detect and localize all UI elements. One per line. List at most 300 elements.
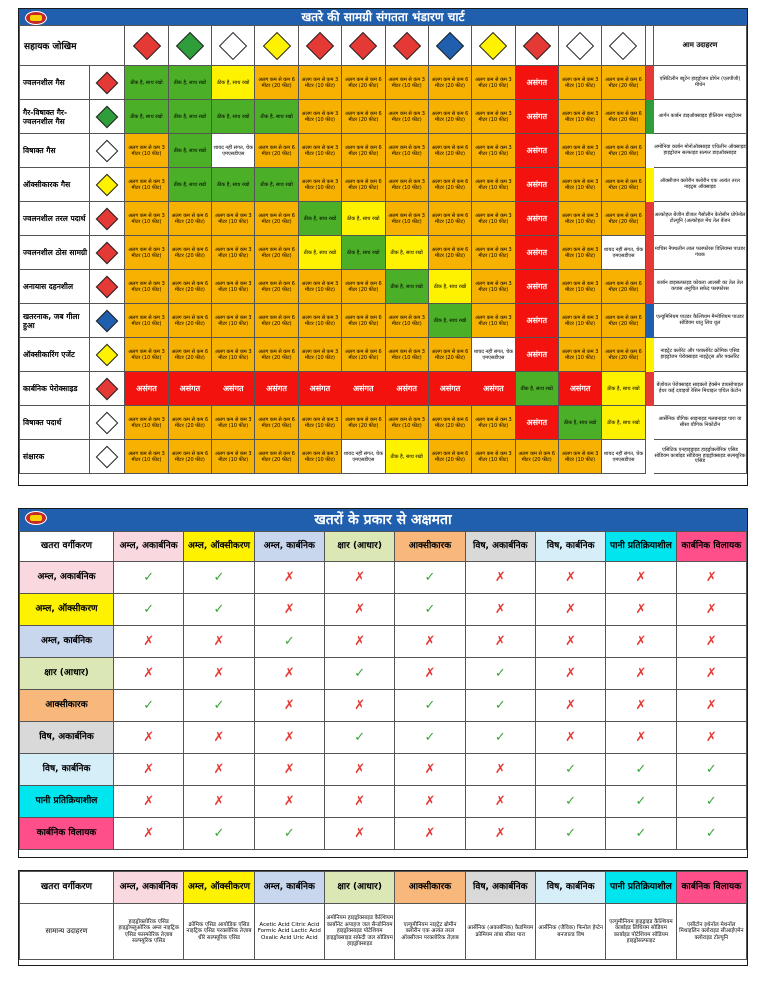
cross-icon: ✗ (606, 562, 676, 594)
hazard-diamond-icon (96, 411, 119, 434)
logo-icon (25, 11, 47, 25)
compatibility-table (19, 25, 747, 474)
hazard-diamond-icon (96, 445, 119, 468)
check-icon: ✓ (395, 722, 465, 754)
row-label: विष, अकार्बनिक (20, 722, 114, 754)
compat-cell: अलग कम से कम 6 मीटर (20 फीट) (255, 304, 298, 338)
cross-icon: ✗ (395, 818, 465, 850)
compat-row (20, 168, 747, 202)
hazard-diamond-icon (96, 309, 119, 332)
compat-cell: ठीक है, साथ रखो (168, 134, 211, 168)
hazard-row (20, 690, 747, 722)
row-arrow (645, 236, 653, 270)
check-icon: ✓ (114, 690, 184, 722)
hazard-diamond-icon (219, 31, 247, 59)
compat-cell: अलग कम से कम 6 मीटर (20 फीट) (428, 168, 471, 202)
check-icon: ✓ (676, 818, 746, 850)
example-cell: Acetic Acid Citric Acid Formic Acid Lactic Acid Oxalic Acid Uric Acid (254, 904, 324, 960)
check-icon: ✓ (254, 818, 324, 850)
row-arrow (645, 134, 653, 168)
row-arrow (645, 66, 653, 100)
cross-icon: ✗ (606, 690, 676, 722)
hazard-class-header (472, 26, 515, 66)
hazard-type-header: कार्बनिक विलायक (676, 872, 746, 904)
cross-icon: ✗ (676, 658, 746, 690)
compat-cell: अलग कम से कम 3 मीटर (10 फीट) (558, 168, 601, 202)
compat-cell: अलग कम से कम 3 मीटर (10 फीट) (385, 304, 428, 338)
compat-cell: अलग कम से कम 6 मीटर (20 फीट) (602, 66, 645, 100)
cross-icon: ✗ (676, 562, 746, 594)
row-label: ज्वलनशील तरल पदार्थ (20, 202, 90, 236)
cross-icon: ✗ (676, 626, 746, 658)
compat-cell: ठीक है, साथ रखो (168, 66, 211, 100)
example-cell: अमोनियम हाइड्रॉक्साइड कैल्शियम कार्बोनेट अपाहज जल सैन्डोनियम हाइड्रॉक्साइड पोटेशियम हाइड्रॉक्साइड सफ़ेदी जल सोडियम हाइड्रॉक्साइड (324, 904, 394, 960)
cross-icon: ✗ (184, 626, 254, 658)
compat-cell: अलग कम से कम 3 मीटर (10 फीट) (125, 202, 168, 236)
hazard-diamond-icon (96, 71, 119, 94)
hazard-diamond-icon (609, 31, 637, 59)
row-examples: अमोनिया कार्बन मोनोऑक्साइड एथिलीन ऑक्साइड हाइड्रोजन सल्फाइड सल्फर डाइऑक्साइड (653, 134, 746, 168)
cross-icon: ✗ (184, 754, 254, 786)
hazard-type-header: विष, कार्बनिक (535, 532, 605, 562)
storage-compatibility-chart (18, 8, 748, 486)
hazard-diamond-icon (349, 31, 377, 59)
cross-icon: ✗ (535, 594, 605, 626)
compat-cell: अलग कम से कम 6 मीटर (20 फीट) (602, 202, 645, 236)
cross-icon: ✗ (535, 722, 605, 754)
compat-cell: अलग कम से कम 3 मीटर (10 फीट) (472, 304, 515, 338)
compat-cell: अलग कम से कम 3 मीटर (10 फीट) (472, 100, 515, 134)
row-hazard-cell (90, 134, 125, 168)
row-examples: आर्सेनिक यौगिक साइनाइड मलबनाइड पारा या सीसा यौगिक निकोटीन (653, 406, 746, 440)
row-label: संक्षारक (20, 440, 90, 474)
hazard-class-header (255, 26, 298, 66)
row-examples: बेंज़ोयल पेरोक्साइड साइक्लो हेक्सेन डायसोपाइल ईथर कई दवाइयों रेसिन मिथाइल एथिल केटोन (653, 372, 746, 406)
compat-cell: अलग कम से कम 6 मीटर (20 फीट) (168, 270, 211, 304)
cross-icon: ✗ (114, 658, 184, 690)
row-label: अम्ल, ऑक्सीकरण (20, 594, 114, 626)
hazard-row (20, 658, 747, 690)
compat-cell: अलग कम से कम 3 मीटर (10 फीट) (472, 202, 515, 236)
hazard-type-header: अम्ल, अकार्बनिक (114, 532, 184, 562)
check-icon: ✓ (606, 818, 676, 850)
compat-cell: अलग कम से कम 6 मीटर (20 फीट) (428, 100, 471, 134)
hazard-diamond-icon (436, 31, 464, 59)
compat-cell: अलग कम से कम 3 मीटर (10 फीट) (125, 236, 168, 270)
row-label: क्षार (आधार) (20, 658, 114, 690)
compat-cell: ठीक है, साथ रखो (602, 406, 645, 440)
compat-cell: अलग कम से कम 3 मीटर (10 फीट) (298, 168, 341, 202)
cross-icon: ✗ (606, 626, 676, 658)
compat-cell: अलग कम से कम 3 मीटर (10 फीट) (212, 406, 255, 440)
compat-cell: अलग कम से कम 3 मीटर (10 फीट) (298, 304, 341, 338)
compat-cell: असंगत (255, 372, 298, 406)
compat-row (20, 406, 747, 440)
corner-label: खतरा वर्गीकरण (20, 872, 114, 904)
check-icon: ✓ (535, 818, 605, 850)
compat-cell: ठीक है, साथ रखो (385, 440, 428, 474)
hazard-diamond-icon (566, 31, 594, 59)
hazard-class-header (298, 26, 341, 66)
cross-icon: ✗ (184, 722, 254, 754)
row-label: अनायास दहनशील (20, 270, 90, 304)
row-hazard-cell (90, 440, 125, 474)
chart1-title: खतरे की सामग्री संगतता भंडारण चार्ट (301, 10, 465, 24)
cross-icon: ✗ (535, 626, 605, 658)
compat-cell: अलग कम से कम 6 मीटर (20 फीट) (255, 406, 298, 440)
row-arrow (645, 372, 653, 406)
compat-cell: असंगत (428, 372, 471, 406)
row-label: ऑक्सीकारक गैस (20, 168, 90, 202)
cross-icon: ✗ (254, 594, 324, 626)
row-hazard-cell (90, 406, 125, 440)
compat-cell: अलग कम से कम 6 मीटर (20 फीट) (168, 304, 211, 338)
compat-row (20, 66, 747, 100)
cross-icon: ✗ (324, 594, 394, 626)
compat-cell: असंगत (385, 372, 428, 406)
compat-cell: अलग कम से कम 6 मीटर (20 फीट) (168, 406, 211, 440)
hazard-type-header: अम्ल, कार्बनिक (254, 872, 324, 904)
compat-cell: अलग कम से कम 3 मीटर (10 फीट) (125, 304, 168, 338)
compat-cell: अलग कम से कम 3 मीटर (10 फीट) (472, 66, 515, 100)
row-label: सामान्य उदाहरण (20, 904, 114, 960)
compat-cell: अलग कम से कम 6 मीटर (20 फीट) (255, 440, 298, 474)
cross-icon: ✗ (254, 690, 324, 722)
cross-icon: ✗ (676, 594, 746, 626)
cross-icon: ✗ (465, 786, 535, 818)
compat-cell: असंगत (472, 372, 515, 406)
check-icon: ✓ (465, 690, 535, 722)
cross-icon: ✗ (606, 658, 676, 690)
compat-cell: अलग कम से कम 3 मीटर (10 फीट) (472, 236, 515, 270)
check-icon: ✓ (324, 658, 394, 690)
compat-cell: असंगत (515, 202, 558, 236)
hazard-type-header: पानी प्रतिक्रियाशील (606, 532, 676, 562)
hazard-row (20, 754, 747, 786)
compat-cell: अलग कम से कम 6 मीटर (20 फीट) (428, 134, 471, 168)
cross-icon: ✗ (535, 562, 605, 594)
row-hazard-cell (90, 338, 125, 372)
compat-cell: अलग कम से कम 3 मीटर (10 फीट) (125, 168, 168, 202)
cross-icon: ✗ (606, 722, 676, 754)
compat-cell: अलग कम से कम 3 मीटर (10 फीट) (385, 100, 428, 134)
row-hazard-cell (90, 168, 125, 202)
compat-cell: अलग कम से कम 6 मीटर (20 फीट) (428, 338, 471, 372)
compat-cell: ठीक है, साथ रखो (428, 270, 471, 304)
compat-cell: अलग कम से कम 3 मीटर (10 फीट) (558, 304, 601, 338)
compat-cell: अलग कम से कम 6 मीटर (20 फीट) (168, 440, 211, 474)
check-icon: ✓ (395, 594, 465, 626)
hazard-diamond-icon (176, 31, 204, 59)
compat-cell: अलग कम से कम 3 मीटर (10 फीट) (298, 134, 341, 168)
cross-icon: ✗ (395, 786, 465, 818)
compat-cell: ठीक है, साथ रखो (298, 202, 341, 236)
compat-cell: ठीक है, साथ रखो (385, 270, 428, 304)
hazard-row (20, 818, 747, 850)
hazard-diamond-icon (96, 241, 119, 264)
compat-cell: अलग कम से कम 3 मीटर (10 फीट) (298, 406, 341, 440)
cross-icon: ✗ (676, 690, 746, 722)
row-arrow (645, 100, 653, 134)
hazard-class-header (342, 26, 385, 66)
cross-icon: ✗ (324, 818, 394, 850)
compat-cell: अलग कम से कम 6 मीटर (20 फीट) (255, 338, 298, 372)
compat-cell: अलग कम से कम 6 मीटर (20 फीट) (602, 168, 645, 202)
example-cell: क्रोमिक एसिड आयोडिक एसिड नाइट्रिक एसिड परक्लोरिक तेज़ाब धीरे सल्फ्यूरिक एसिड (184, 904, 254, 960)
hazard-diamond-icon (306, 31, 334, 59)
hazard-diamond-icon (262, 31, 290, 59)
row-label: विष, कार्बनिक (20, 754, 114, 786)
cross-icon: ✗ (114, 818, 184, 850)
compat-cell: अलग कम से कम 3 मीटर (10 फीट) (212, 236, 255, 270)
compat-cell: अलग कम से कम 3 मीटर (10 फीट) (298, 338, 341, 372)
compat-cell: अलग कम से कम 3 मीटर (10 फीट) (125, 440, 168, 474)
compat-cell: अलग कम से कम 3 मीटर (10 फीट) (125, 406, 168, 440)
cross-icon: ✗ (395, 658, 465, 690)
compat-cell: असंगत (515, 66, 558, 100)
hazard-diamond-icon (479, 31, 507, 59)
compat-cell: अलग कम से कम 3 मीटर (10 फीट) (472, 270, 515, 304)
row-hazard-cell (90, 202, 125, 236)
hazard-type-header: अम्ल, ऑक्सीकरण (184, 872, 254, 904)
compat-cell: अलग कम से कम 6 मीटर (20 फीट) (168, 338, 211, 372)
hazard-diamond-icon (96, 139, 119, 162)
compat-cell: ठीक है, साथ रखो (125, 66, 168, 100)
check-icon: ✓ (535, 754, 605, 786)
cross-icon: ✗ (535, 658, 605, 690)
compat-cell: अलग कम से कम 6 मीटर (20 फीट) (602, 100, 645, 134)
compat-cell: ठीक है, साथ रखो (342, 236, 385, 270)
compat-cell: ठीक है, साथ रखो (255, 168, 298, 202)
compat-cell: अलग कम से कम 6 मीटर (20 फीट) (255, 134, 298, 168)
cross-icon: ✗ (324, 690, 394, 722)
cross-icon: ✗ (184, 658, 254, 690)
compat-cell: शायद नहीं संगत, चेक एमएसडीएस (602, 236, 645, 270)
cross-icon: ✗ (465, 562, 535, 594)
cross-icon: ✗ (676, 722, 746, 754)
check-icon: ✓ (676, 754, 746, 786)
check-icon: ✓ (184, 690, 254, 722)
cross-icon: ✗ (114, 722, 184, 754)
compat-cell: अलग कम से कम 3 मीटर (10 फीट) (385, 134, 428, 168)
compat-row (20, 236, 747, 270)
row-label: ज्वलनशील ठोस सामग्री (20, 236, 90, 270)
compat-cell: अलग कम से कम 3 मीटर (10 फीट) (385, 338, 428, 372)
cross-icon: ✗ (254, 562, 324, 594)
compat-cell: अलग कम से कम 6 मीटर (20 फीट) (602, 338, 645, 372)
hazard-row (20, 562, 747, 594)
compat-cell: ठीक है, साथ रखो (255, 100, 298, 134)
row-label: अम्ल, कार्बनिक (20, 626, 114, 658)
cross-icon: ✗ (114, 626, 184, 658)
check-icon: ✓ (606, 754, 676, 786)
compat-cell: अलग कम से कम 6 मीटर (20 फीट) (342, 100, 385, 134)
hazard-class-header (515, 26, 558, 66)
row-hazard-cell (90, 372, 125, 406)
hazard-type-header: अम्ल, ऑक्सीकरण (184, 532, 254, 562)
check-icon: ✓ (114, 562, 184, 594)
compat-cell: ठीक है, साथ रखो (168, 168, 211, 202)
check-icon: ✓ (184, 562, 254, 594)
hazard-type-header: विष, अकार्बनिक (465, 872, 535, 904)
row-label: विषाक्त गैस (20, 134, 90, 168)
compat-cell: अलग कम से कम 6 मीटर (20 फीट) (602, 270, 645, 304)
hazard-row (20, 722, 747, 754)
compat-cell: ठीक है, साथ रखो (385, 236, 428, 270)
compat-cell: अलग कम से कम 6 मीटर (20 फीट) (602, 134, 645, 168)
check-icon: ✓ (676, 786, 746, 818)
hazard-type-header: अम्ल, कार्बनिक (254, 532, 324, 562)
compat-cell: अलग कम से कम 3 मीटर (10 फीट) (558, 236, 601, 270)
compat-cell: अलग कम से कम 3 मीटर (10 फीट) (472, 134, 515, 168)
compat-cell: असंगत (515, 100, 558, 134)
compat-cell: अलग कम से कम 3 मीटर (10 फीट) (298, 270, 341, 304)
check-icon: ✓ (606, 786, 676, 818)
compat-cell: असंगत (515, 236, 558, 270)
hazard-type-header: क्षार (आधार) (324, 872, 394, 904)
compat-cell: असंगत (515, 270, 558, 304)
check-icon: ✓ (395, 690, 465, 722)
compat-cell: ठीक है, साथ रखो (212, 100, 255, 134)
row-examples: एसिटिलीन ब्यूटेन हाइड्रोजन प्रोपेन (एलपीजी) मीथेन (653, 66, 746, 100)
compat-cell: अलग कम से कम 3 मीटर (10 फीट) (558, 66, 601, 100)
row-label: पानी प्रतिक्रियाशील (20, 786, 114, 818)
hazard-type-header: अम्ल, अकार्बनिक (114, 872, 184, 904)
compat-cell: अलग कम से कम 6 मीटर (20 फीट) (342, 338, 385, 372)
examples-chart (18, 870, 748, 966)
row-hazard-cell (90, 304, 125, 338)
cross-icon: ✗ (254, 722, 324, 754)
row-arrow (645, 406, 653, 440)
compat-cell: अलग कम से कम 3 मीटर (10 फीट) (298, 100, 341, 134)
hazard-diamond-icon (96, 275, 119, 298)
cross-icon: ✗ (395, 626, 465, 658)
compat-cell: असंगत (125, 372, 168, 406)
compat-cell: ठीक है, साथ रखो (168, 100, 211, 134)
compat-cell: असंगत (515, 406, 558, 440)
compat-row (20, 202, 747, 236)
chart1-header (19, 9, 747, 25)
row-arrow (645, 440, 653, 474)
compat-cell: अलग कम से कम 6 मीटर (20 फीट) (428, 440, 471, 474)
example-cell: आर्सेनिक (अकार्बनिक) कैडमियम क्रोमियम तांबा सीसा पारा (465, 904, 535, 960)
compat-cell: ठीक है, साथ रखो (298, 236, 341, 270)
compat-cell: ठीक है, साथ रखो (212, 66, 255, 100)
compat-cell: अलग कम से कम 3 मीटर (10 फीट) (125, 338, 168, 372)
hazard-class-header (125, 26, 168, 66)
compat-cell: अलग कम से कम 3 मीटर (10 फीट) (558, 270, 601, 304)
cross-icon: ✗ (114, 754, 184, 786)
compat-cell: अलग कम से कम 6 मीटर (20 फीट) (342, 304, 385, 338)
compat-cell: अलग कम से कम 3 मीटर (10 फीट) (125, 270, 168, 304)
compat-row (20, 304, 747, 338)
corner-label: सहायक जोखिम (20, 26, 125, 66)
compat-cell: अलग कम से कम 6 मीटर (20 फीट) (255, 66, 298, 100)
row-arrow (645, 338, 653, 372)
row-arrow (645, 270, 653, 304)
example-cell: एल्युमीनियम नाइट्रेट ब्रोमीन क्लोरीन एक अत्यंत तरल ऑक्सीजन परक्लोरिक तेज़ाब (395, 904, 465, 960)
compat-row (20, 100, 747, 134)
hazard-diamond-icon (393, 31, 421, 59)
hazard-type-header: आक्सीकारक (395, 532, 465, 562)
compat-cell: असंगत (515, 304, 558, 338)
compat-cell: असंगत (212, 372, 255, 406)
compat-cell: असंगत (168, 372, 211, 406)
compat-cell: अलग कम से कम 3 मीटर (10 फीट) (558, 134, 601, 168)
row-examples: कार्बन डाइसल्फ़ाइड कोयला आलसी का तेल तेल कपास अनुचित सफ़ेद फास्फोरस (653, 270, 746, 304)
check-icon: ✓ (114, 594, 184, 626)
compat-cell: शायद नहीं संगत, चेक एमएसडीएस (212, 134, 255, 168)
compat-cell: अलग कम से कम 6 मीटर (20 फीट) (168, 202, 211, 236)
row-examples: माचिस नैफ्थलीन लाल फास्फोरस विलियम्स पाउडर गंधक (653, 236, 746, 270)
compat-cell: अलग कम से कम 6 मीटर (20 फीट) (428, 66, 471, 100)
chart2-title: खतरों के प्रकार से अक्षमता (314, 512, 452, 528)
compat-cell: अलग कम से कम 6 मीटर (20 फीट) (342, 134, 385, 168)
compat-cell: अलग कम से कम 6 मीटर (20 फीट) (602, 304, 645, 338)
compat-cell: अलग कम से कम 3 मीटर (10 फीट) (212, 270, 255, 304)
compat-cell: अलग कम से कम 3 मीटर (10 फीट) (558, 440, 601, 474)
compat-cell: अलग कम से कम 3 मीटर (10 फीट) (472, 168, 515, 202)
example-cell: एल्युमीनियम हाइड्राइड कैल्शियम कार्बाइड लिथियम सोडियम कार्बाइड पोटेशियम सोडियम हाइड्रोसल्फाइट (606, 904, 676, 960)
logo-icon (25, 511, 47, 525)
cross-icon: ✗ (465, 626, 535, 658)
row-hazard-cell (90, 100, 125, 134)
cross-icon: ✗ (465, 754, 535, 786)
check-icon: ✓ (184, 594, 254, 626)
cross-icon: ✗ (606, 594, 676, 626)
compat-cell: अलग कम से कम 3 मीटर (10 फीट) (558, 202, 601, 236)
row-hazard-cell (90, 66, 125, 100)
cross-icon: ✗ (535, 690, 605, 722)
hazard-type-header: पानी प्रतिक्रियाशील (606, 872, 676, 904)
compat-cell: अलग कम से कम 3 मीटर (10 फीट) (298, 440, 341, 474)
cross-icon: ✗ (465, 594, 535, 626)
compat-cell: असंगत (515, 168, 558, 202)
row-label: ज्वलनशील गैस (20, 66, 90, 100)
hazard-class-header (385, 26, 428, 66)
hazard-class-header (212, 26, 255, 66)
row-hazard-cell (90, 236, 125, 270)
corner-label: खतरा वर्गीकरण (20, 532, 114, 562)
check-icon: ✓ (254, 626, 324, 658)
compat-cell: अलग कम से कम 3 मीटर (10 फीट) (298, 66, 341, 100)
compat-cell: अलग कम से कम 6 मीटर (20 फीट) (255, 270, 298, 304)
check-icon: ✓ (465, 658, 535, 690)
compat-row (20, 372, 747, 406)
compat-cell: अलग कम से कम 3 मीटर (10 फीट) (212, 202, 255, 236)
compat-cell: अलग कम से कम 3 मीटर (10 फीट) (558, 100, 601, 134)
hazard-diamond-icon (523, 31, 551, 59)
row-examples: ऑक्सीजन क्लोरीन फ्लोरीन एक अत्यंत तरल नाइट्रस ऑक्साइड (653, 168, 746, 202)
row-examples: एसिटिक एनहाइड्राइड हाइड्रोक्लोरिक एसिड सोडियम कार्बाइड सोडियम हाइड्रॉक्साइड सल्फ्यूरिक एसिड (653, 440, 746, 474)
compat-cell: अलग कम से कम 3 मीटर (10 फीट) (385, 168, 428, 202)
hazard-type-header: कार्बनिक विलायक (676, 532, 746, 562)
hazard-diamond-icon (96, 173, 119, 196)
cross-icon: ✗ (254, 658, 324, 690)
cross-icon: ✗ (254, 786, 324, 818)
compat-cell: अलग कम से कम 3 मीटर (10 फीट) (558, 338, 601, 372)
compat-cell: अलग कम से कम 6 मीटर (20 फीट) (255, 236, 298, 270)
hazard-class-header (168, 26, 211, 66)
compat-cell: अलग कम से कम 6 मीटर (20 फीट) (255, 202, 298, 236)
check-icon: ✓ (465, 722, 535, 754)
hazard-diamond-icon (96, 377, 119, 400)
compat-cell: ठीक है, साथ रखो (602, 372, 645, 406)
compat-cell: असंगत (558, 372, 601, 406)
check-icon: ✓ (395, 562, 465, 594)
hazard-type-header: विष, कार्बनिक (535, 872, 605, 904)
example-cell: हाइड्रोक्लोरिक एसिड हाइड्रोफ्लुओरिक अम्ल नाइट्रिक एसिड फास्फोरिक तेज़ाब सल्फ्यूरिक एसिड (114, 904, 184, 960)
